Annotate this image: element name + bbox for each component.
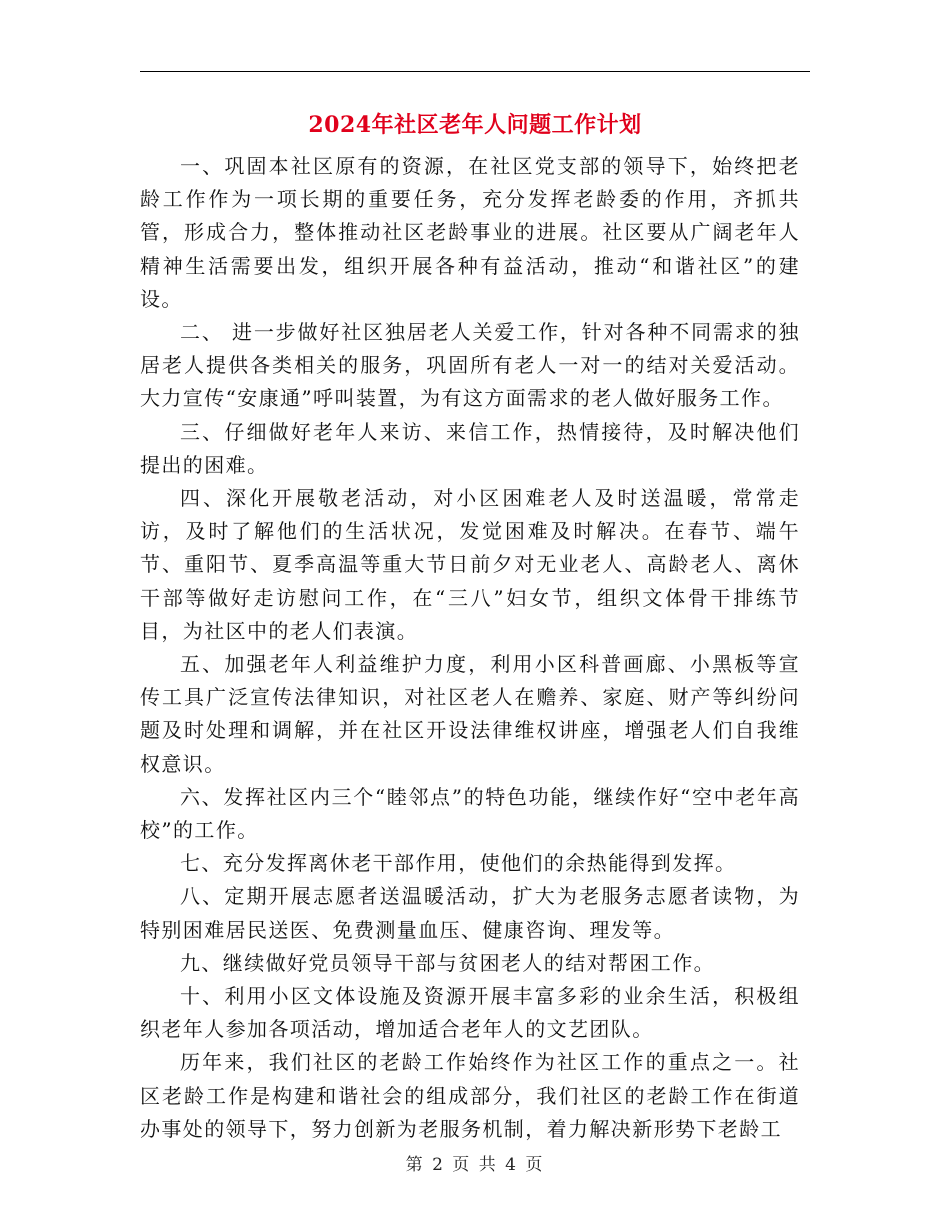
paragraph-6: 六、发挥社区内三个“睦邻点”的特色功能，继续作好“空中老年高校”的工作。 xyxy=(140,784,800,843)
document-body xyxy=(140,150,800,1146)
paragraph-5: 五、加强老年人利益维护力度，利用小区科普画廊、小黑板等宣传工具广泛宣传法律知识，对社区老人在赡养、家庭、财产等纠纷问题及时处理和调解，并在社区开设法律维权讲座，增强老人们自我维权意识。 xyxy=(140,652,800,776)
document-title: 2024年社区老年人问题工作计划 xyxy=(308,112,642,138)
paragraph-11: 历年来，我们社区的老龄工作始终作为社区工作的重点之一。社区老龄工作是构建和谐社会的组成部分，我们社区的老龄工作在街道办事处的领导下，努力创新为老服务机制，着力解决新形势下老龄工 xyxy=(140,1050,800,1141)
paragraph-2: 二、 进一步做好社区独居老人关爱工作，针对各种不同需求的独居老人提供各类相关的服务，巩固所有老人一对一的结对关爱活动。大力宣传“安康通”呼叫装置，为有这方面需求的老人做好服务工作。 xyxy=(140,320,800,411)
header-rule xyxy=(140,71,810,72)
paragraph-9: 九、继续做好党员领导干部与贫困老人的结对帮困工作。 xyxy=(180,950,715,975)
paragraph-8: 八、定期开展志愿者送温暖活动，扩大为老服务志愿者读物，为特别困难居民送医、免费测量血压、健康咨询、理发等。 xyxy=(140,884,800,942)
paragraph-3: 三、仔细做好老年人来访、来信工作，热情接待，及时解决他们提出的困难。 xyxy=(140,419,800,477)
paragraph-1: 一、巩固本社区原有的资源，在社区党支部的领导下，始终把老龄工作作为一项长期的重要任务，充分发挥老龄委的作用，齐抓共管，形成合力，整体推动社区老龄事业的进展。社区要从广阔老年人精神生活需要出发，组织开展各种有益活动，推动“和谐社区”的建设。 xyxy=(140,154,800,311)
paragraph-4: 四、深化开展敬老活动，对小区困难老人及时送温暖，常常走访，及时了解他们的生活状况，发觉困难及时解决。在春节、端午节、重阳节、夏季高温等重大节日前夕对无业老人、高龄老人、离休干部等做好走访慰问工作，在“三八”妇女节，组织文体骨干排练节目，为社区中的老人们表演。 xyxy=(140,486,800,643)
paragraph-10: 十、利用小区文体设施及资源开展丰富多彩的业余生活，积极组织老年人参加各项活动，增加适合老年人的文艺团队。 xyxy=(140,984,800,1042)
page-number-footer: 第 2 页 共 4 页 xyxy=(405,1155,545,1175)
paragraph-7: 七、充分发挥离休老干部作用，使他们的余热能得到发挥。 xyxy=(180,851,737,876)
